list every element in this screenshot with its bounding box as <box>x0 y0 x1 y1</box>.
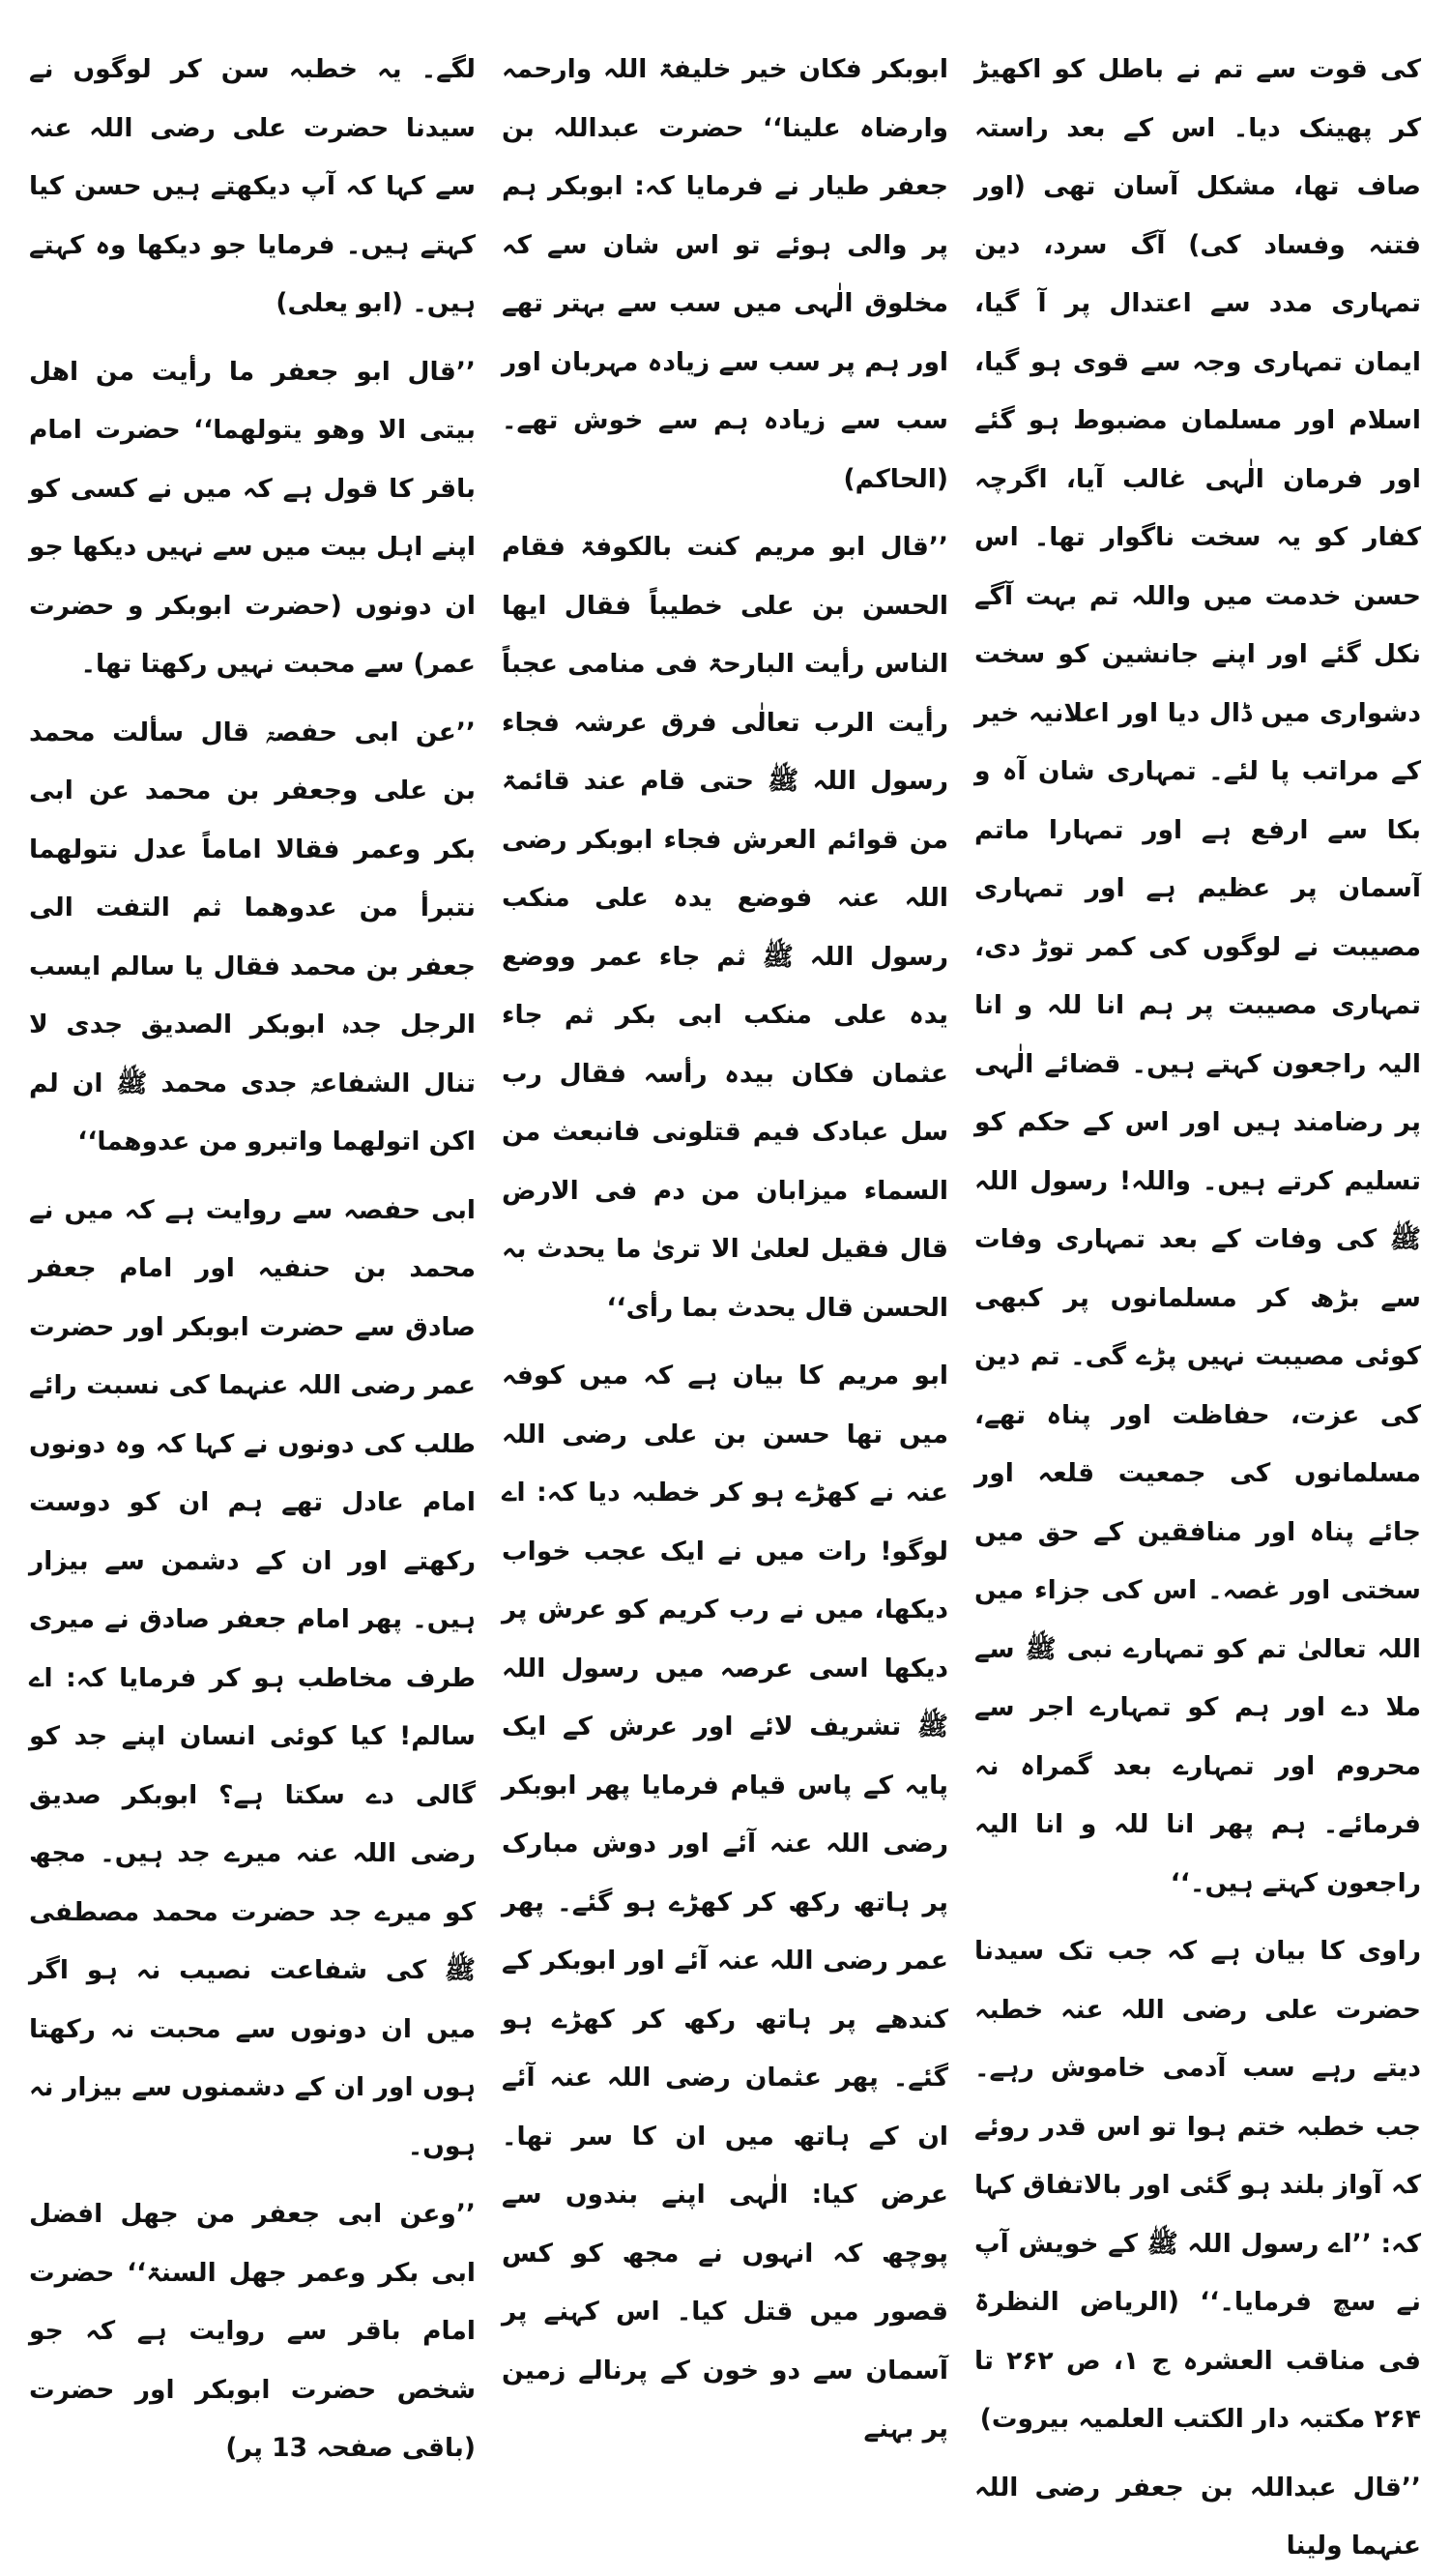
arabic-quote: ابوبکر فکان خیر خلیفۃ اللہ وارحمہ وارضاہ علینا‘‘ حضرت عبداللہ بن جعفر طیار نے فرمایا کہ: ابوبکر ہم پر والی ہوئے تو اس شان سے کہ مخلوق الٰہی میں سب سے بہتر تھے اور ہم پر سب سے زیادہ مہربان اور سب سے زیادہ ہم سے خوش تھے۔ (الحاکم) <box>502 54 948 494</box>
arabic-quote: ’’قال عبداللہ بن جعفر رضی اللہ عنہما ولینا <box>974 2472 1421 2561</box>
paragraph: ابو مریم کا بیان ہے کہ میں کوفہ میں تھا حسن بن علی رضی اللہ عنہ نے کھڑے ہو کر خطبہ دیا کہ: اے لوگو! رات میں نے ایک عجب خواب دیکھا، میں نے رب کریم کو عرش پر دیکھا اسی عرصہ میں رسول اللہ ﷺ تشریف لائے اور عرش کے ایک پایہ کے پاس قیام فرمایا پھر ابوبکر رضی اللہ عنہ آئے اور دوش مبارک پر ہاتھ رکھ کر کھڑے ہو گئے۔ پھر عمر رضی اللہ عنہ آئے اور ابوبکر کے کندھے پر ہاتھ رکھ کر کھڑے ہو گئے۔ پھر عثمان رضی اللہ عنہ آئے ان کے ہاتھ میں ان کا سر تھا۔ عرض کیا: الٰہی اپنے بندوں سے پوچھ کہ انہوں نے مجھ کو کس قصور میں قتل کیا۔ اس کہنے پر آسمان سے دو خون کے پرنالے زمین پر بہنے <box>502 1361 948 2444</box>
column-right <box>974 41 1421 2561</box>
continuation-note: ’’وعن ابی جعفر من جھل افضل ابی بکر وعمر جھل السنۃ‘‘ حضرت امام باقر سے روایت ہے کہ جو شخص حضرت ابوبکر اور حضرت (باقی صفحہ 13 پر) <box>29 2199 476 2463</box>
arabic-quote: ’’قال ابو جعفر ما رأیت من اھل بیتی الا وھو یتولھما‘‘ حضرت امام باقر کا قول ہے کہ میں نے کسی کو اپنے اہل بیت میں سے نہیں دیکھا جو ان دونوں (حضرت ابوبکر و حضرت عمر) سے محبت نہیں رکھتا تھا۔ <box>29 356 476 679</box>
paragraph: کی قوت سے تم نے باطل کو اکھیڑ کر پھینک دیا۔ اس کے بعد راستہ صاف تھا، مشکل آسان تھی (اور فتنہ وفساد کی) آگ سرد، دین تمہاری مدد سے اعتدال پر آ گیا، ایمان تمہاری وجہ سے قوی ہو گیا، اسلام اور مسلمان مضبوط ہو گئے اور فرمان الٰہی غالب آیا، اگرچہ کفار کو یہ سخت ناگوار تھا۔ اس حسن خدمت میں واللہ تم بہت آگے نکل گئے اور اپنے جانشین کو سخت دشواری میں ڈال دیا اور اعلانیہ خیر کے مراتب پا لئے۔ تمہاری شان آہ و بکا سے ارفع ہے اور تمہارا ماتم آسمان پر عظیم ہے اور تمہاری مصیبت نے لوگوں کی کمر توڑ دی، تمہاری مصیبت پر ہم انا للہ و انا الیہ راجعون کہتے ہیں۔ قضائے الٰہی پر رضامند ہیں اور اس کے حکم کو تسلیم کرتے ہیں۔ واللہ! رسول اللہ ﷺ کی وفات کے بعد تمہاری وفات سے بڑھ کر مسلمانوں پر کبھی کوئی مصیبت نہیں پڑے گی۔ تم دین کی عزت، حفاظت اور پناہ تھے، مسلمانوں کی جمعیت قلعہ اور جائے پناہ اور منافقین کے حق میں سختی اور غصہ۔ اس کی جزاء میں اللہ تعالیٰ تم کو تمہارے نبی ﷺ سے ملا دے اور ہم کو تمہارے اجر سے محروم اور تمہارے بعد گمراہ نہ فرمائے۔ ہم پھر انا للہ و انا الیہ راجعون کہتے ہیں۔‘‘ <box>974 54 1421 1898</box>
paragraph: لگے۔ یہ خطبہ سن کر لوگوں نے سیدنا حضرت علی رضی اللہ عنہ سے کہا کہ آپ دیکھتے ہیں حسن کیا کہتے ہیں۔ فرمایا جو دیکھا وہ کہتے ہیں۔ (ابو یعلی) <box>29 54 476 318</box>
arabic-quote: ’’قال ابو مریم کنت بالکوفۃ فقام الحسن بن علی خطیباً فقال ایھا الناس رأیت البارحۃ فی منامی عجباً رأیت الرب تعالٰی فرق عرشہ فجاء رسول اللہ ﷺ حتی قام عند قائمۃ من قوائم العرش فجاء ابوبکر رضی اللہ عنہ فوضع یدہ علی منکب رسول اللہ ﷺ ثم جاء عمر ووضع یدہ علی منکب ابی بکر ثم جاء عثمان فکان بیدہ رأسہ فقال رب سل عبادک فیم قتلونی فانبعث من السماء میزابان من دم فی الارض قال فقیل لعلیٰ الا تریٰ ما یحدث بہ الحسن قال یحدث بما رأی‘‘ <box>502 532 948 1323</box>
column-middle <box>502 41 948 2444</box>
paragraph: ابی حفصہ سے روایت ہے کہ میں نے محمد بن حنفیہ اور امام جعفر صادق سے حضرت ابوبکر اور حضرت عمر رضی اللہ عنہما کی نسبت رائے طلب کی دونوں نے کہا کہ وہ دونوں امام عادل تھے ہم ان کو دوست رکھتے اور ان کے دشمن سے بیزار ہیں۔ پھر امام جعفر صادق نے میری طرف مخاطب ہو کر فرمایا کہ: اے سالم! کیا کوئی انسان اپنے جد کو گالی دے سکتا ہے؟ ابوبکر صدیق رضی اللہ عنہ میرے جد ہیں۔ مجھ کو میرے جد حضرت محمد مصطفی ﷺ کی شفاعت نصیب نہ ہو اگر میں ان دونوں سے محبت نہ رکھتا ہوں اور ان کے دشمنوں سے بیزار نہ ہوں۔ <box>29 1194 476 2161</box>
column-left <box>29 41 476 2463</box>
paragraph: راوی کا بیان ہے کہ جب تک سیدنا حضرت علی رضی اللہ عنہ خطبہ دیتے رہے سب آدمی خاموش رہے۔ جب خطبہ ختم ہوا تو اس قدر روئے کہ آواز بلند ہو گئی اور بالاتفاق کہا کہ: ’’اے رسول اللہ ﷺ کے خویش آپ نے سچ فرمایا۔‘‘ (الریاض النظرۃ فی مناقب العشرہ ج ۱، ص ۲۶۲ تا ۲۶۴ مکتبہ دار الکتب العلمیہ بیروت) <box>974 1936 1421 2434</box>
arabic-quote: ’’عن ابی حفصۃ قال سألت محمد بن علی وجعفر بن محمد عن ابی بکر وعمر فقالا اماماً عدل نتولھما نتبرأ من عدوھما ثم التفت الی جعفر بن محمد فقال یا سالم ایسب الرجل جدہ ابوبکر الصدیق جدی لا تنال الشفاعۃ جدی محمد ﷺ ان لم اکن اتولھما واتبرو من عدوھما‘‘ <box>29 717 476 1156</box>
